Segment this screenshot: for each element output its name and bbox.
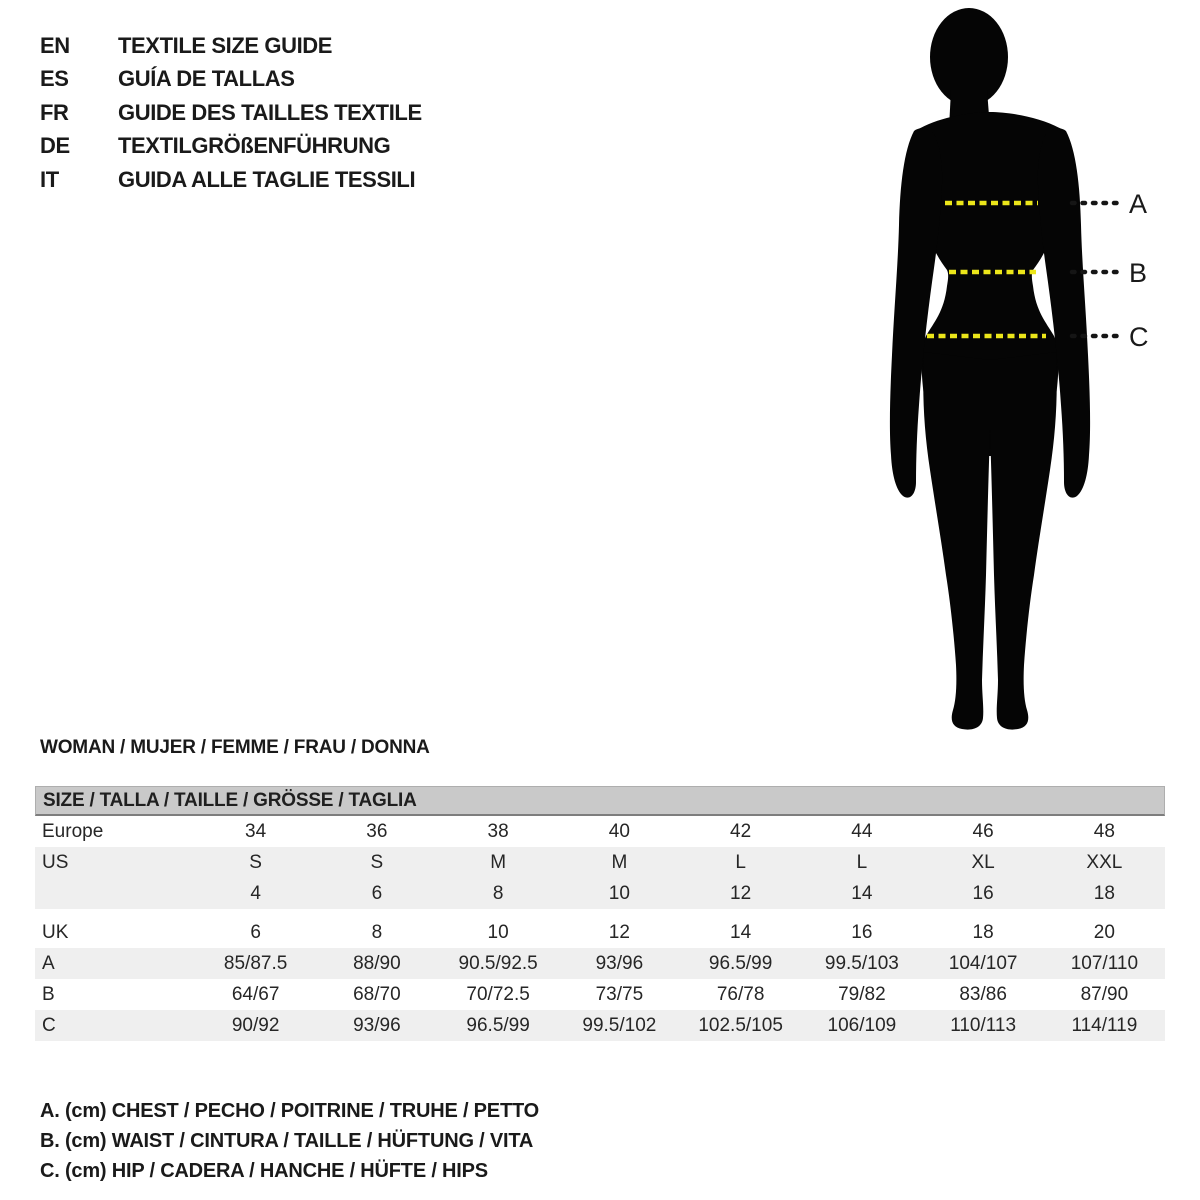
size-cell: 20 [1093, 921, 1115, 943]
size-cell: 10 [487, 921, 509, 943]
language-title: TEXTILE SIZE GUIDE [118, 32, 333, 58]
size-cell: 114/119 [1071, 1014, 1138, 1036]
size-cell: 34 [245, 820, 267, 842]
size-cell: 70/72.5 [466, 983, 530, 1005]
measurement-legend [40, 1096, 539, 1186]
language-row [40, 96, 422, 130]
marker-label-c: C [1129, 322, 1149, 352]
language-code: EN [40, 32, 70, 58]
row-label: B [42, 983, 55, 1005]
size-cell: 6 [250, 921, 261, 943]
size-cell: S [370, 851, 384, 873]
size-cell: 42 [730, 820, 752, 842]
size-cell: 96.5/99 [708, 952, 773, 974]
size-cell: 99.5/103 [824, 952, 899, 974]
size-cell: 106/109 [827, 1014, 897, 1036]
size-cell: M [611, 851, 628, 873]
size-cell: S [249, 851, 262, 873]
size-cell: 36 [366, 820, 388, 842]
table-row [35, 847, 1165, 878]
size-table [35, 786, 1165, 1041]
language-row [40, 163, 422, 197]
size-cell: 85/87.5 [223, 952, 288, 974]
size-cell: 6 [371, 882, 383, 904]
row-label: US [42, 851, 69, 873]
language-title: GUIDA ALLE TAGLIE TESSILI [118, 166, 416, 192]
size-cell: 93/96 [595, 952, 644, 974]
size-cell: 18 [1093, 882, 1115, 904]
language-code: DE [40, 133, 70, 159]
size-cell: 83/86 [959, 983, 1007, 1005]
woman-silhouette-figure [850, 0, 1200, 740]
legend-line: B. (cm) WAIST / CINTURA / TAILLE / HÜFTUNG / VITA [40, 1129, 534, 1152]
legend-line: C. (cm) HIP / CADERA / HANCHE / HÜFTE / HIPS [40, 1159, 488, 1182]
size-cell: 99.5/102 [582, 1014, 657, 1036]
size-cell: 8 [371, 921, 383, 943]
size-cell: 46 [972, 820, 994, 842]
row-label: A [42, 952, 55, 974]
size-cell: 4 [250, 882, 261, 904]
size-cell: 14 [851, 882, 873, 904]
row-label: UK [42, 921, 69, 943]
size-cell: 96.5/99 [466, 1014, 530, 1036]
woman-silhouette-icon [850, 0, 1200, 740]
table-row [35, 1010, 1165, 1041]
size-cell: 93/96 [353, 1014, 401, 1036]
language-code: ES [40, 66, 69, 92]
language-row [40, 63, 422, 97]
size-cell: 73/75 [595, 983, 644, 1005]
size-cell: 12 [608, 921, 630, 943]
size-cell: 90.5/92.5 [458, 952, 538, 974]
size-cell: 68/70 [353, 983, 401, 1005]
size-cell: 8 [492, 882, 504, 904]
size-cell: 107/110 [1070, 952, 1139, 974]
table-row [35, 979, 1165, 1010]
size-cell: M [490, 851, 507, 873]
size-table-header: SIZE / TALLA / TAILLE / GRÖSSE / TAGLIA [35, 786, 1165, 816]
language-row [40, 29, 422, 63]
size-cell: 48 [1093, 820, 1115, 842]
legend-line: A. (cm) CHEST / PECHO / POITRINE / TRUHE / PETTO [40, 1099, 539, 1122]
size-cell: 40 [608, 820, 630, 842]
table-row [35, 917, 1165, 948]
table-row [35, 948, 1165, 979]
size-cell: 44 [851, 820, 873, 842]
size-cell: 88/90 [353, 952, 401, 974]
size-cell: L [735, 851, 746, 873]
size-cell: 76/78 [716, 983, 765, 1005]
language-code: IT [40, 166, 59, 192]
table-row-spacer [35, 909, 1165, 917]
size-cell: 14 [730, 921, 752, 943]
size-cell: L [856, 851, 868, 873]
size-cell: 10 [608, 882, 630, 904]
size-cell: 16 [851, 921, 873, 943]
language-row [40, 130, 422, 164]
size-cell: 16 [972, 882, 994, 904]
marker-label-b: B [1129, 258, 1148, 288]
language-list [40, 29, 422, 197]
row-label: Europe [42, 820, 104, 842]
size-cell: 104/107 [948, 952, 1018, 974]
size-cell: 102.5/105 [698, 1014, 783, 1036]
language-title: GUIDE DES TAILLES TEXTILE [118, 99, 422, 125]
size-cell: 110/113 [950, 1014, 1017, 1036]
size-cell: 64/67 [231, 983, 280, 1005]
section-title: WOMAN / MUJER / FEMME / FRAU / DONNA [40, 737, 430, 758]
marker-label-a: A [1129, 189, 1148, 219]
size-cell: 90/92 [231, 1014, 280, 1036]
row-label: C [42, 1014, 56, 1036]
language-title: GUÍA DE TALLAS [118, 66, 295, 92]
size-cell: 87/90 [1080, 983, 1129, 1005]
table-row [35, 816, 1165, 847]
size-cell: XXL [1086, 851, 1123, 873]
size-cell: XL [971, 851, 995, 873]
language-code: FR [40, 99, 69, 125]
size-cell: 79/82 [838, 983, 886, 1005]
table-row [35, 878, 1165, 909]
size-cell: 38 [487, 820, 509, 842]
size-cell: 18 [972, 921, 994, 943]
silhouette-shape [890, 8, 1090, 730]
size-table-body [35, 816, 1165, 1041]
language-title: TEXTILGRÖßENFÜHRUNG [118, 133, 391, 159]
size-cell: 12 [730, 882, 752, 904]
